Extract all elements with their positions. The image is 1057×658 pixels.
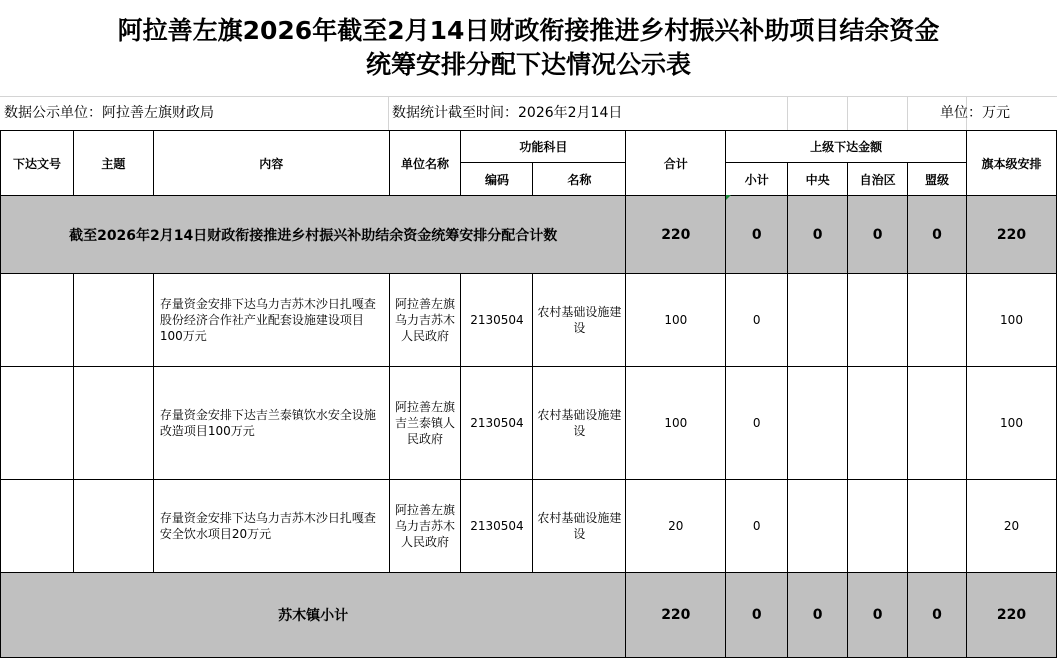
summary-region: 0 bbox=[848, 196, 908, 274]
summary-total: 220 bbox=[626, 196, 726, 274]
publisher-label: 数据公示单位：阿拉善左旗财政局 bbox=[4, 105, 214, 121]
cell-code: 2130504 bbox=[461, 274, 533, 367]
col-header-doc-no: 下达文号 bbox=[1, 131, 74, 196]
col-header-banner: 旗本级安排 bbox=[967, 131, 1057, 196]
cell-name: 农村基础设施建设 bbox=[533, 480, 626, 573]
cell-central bbox=[788, 480, 848, 573]
summary-row bbox=[1, 196, 1057, 274]
cell-content: 存量资金安排下达乌力吉苏木沙日扎嘎查安全饮水项目20万元 bbox=[153, 480, 389, 573]
subtotal-row bbox=[1, 573, 1057, 658]
cell-unit-name: 阿拉善左旗乌力吉苏木人民政府 bbox=[389, 480, 461, 573]
cell-doc-no bbox=[1, 274, 74, 367]
cell-subject bbox=[73, 274, 153, 367]
col-header-name: 名称 bbox=[533, 163, 626, 196]
col-header-league: 盟级 bbox=[908, 163, 967, 196]
cell-code: 2130504 bbox=[461, 367, 533, 480]
cell-banner: 20 bbox=[967, 480, 1057, 573]
col-header-upper: 上级下达金额 bbox=[726, 131, 967, 163]
subtotal-label: 苏木镇小计 bbox=[1, 573, 626, 658]
subtotal-central: 0 bbox=[788, 573, 848, 658]
table-row bbox=[1, 274, 1057, 367]
table-row bbox=[1, 480, 1057, 573]
unit-label: 单位：万元 bbox=[940, 105, 1010, 121]
cell-region bbox=[848, 367, 908, 480]
cell-subtotal: 0 bbox=[726, 367, 788, 480]
col-header-subject: 主题 bbox=[73, 131, 153, 196]
cell-region bbox=[848, 480, 908, 573]
cell-central bbox=[788, 367, 848, 480]
subtotal-subtotal: 0 bbox=[726, 573, 788, 658]
summary-central: 0 bbox=[788, 196, 848, 274]
summary-league: 0 bbox=[908, 196, 967, 274]
cell-region bbox=[848, 274, 908, 367]
cell-name: 农村基础设施建设 bbox=[533, 274, 626, 367]
table-title bbox=[0, 0, 1057, 96]
col-header-func-subject: 功能科目 bbox=[461, 131, 626, 163]
title-line-2: 统筹安排分配下达情况公示表 bbox=[365, 50, 691, 79]
subtotal-league: 0 bbox=[908, 573, 967, 658]
cell-doc-no bbox=[1, 367, 74, 480]
col-header-total: 合计 bbox=[626, 131, 726, 196]
col-header-central: 中央 bbox=[788, 163, 848, 196]
cell-banner: 100 bbox=[967, 274, 1057, 367]
col-header-content: 内容 bbox=[153, 131, 389, 196]
gridline bbox=[388, 97, 389, 130]
col-header-code: 编码 bbox=[461, 163, 533, 196]
cell-subject bbox=[73, 480, 153, 573]
cell-league bbox=[908, 274, 967, 367]
stat-time-label: 数据统计截至时间：2026年2月14日 bbox=[392, 105, 623, 121]
summary-label: 截至2026年2月14日财政衔接推进乡村振兴补助结余资金统筹安排分配合计数 bbox=[1, 196, 626, 274]
subtotal-total: 220 bbox=[626, 573, 726, 658]
cell-subtotal: 0 bbox=[726, 480, 788, 573]
col-header-unit-name: 单位名称 bbox=[389, 131, 461, 196]
col-header-subtotal: 小计 bbox=[726, 163, 788, 196]
cell-content: 存量资金安排下达乌力吉苏木沙日扎嘎查股份经济合作社产业配套设施建设项目100万元 bbox=[153, 274, 389, 367]
table-row bbox=[1, 367, 1057, 480]
cell-banner: 100 bbox=[967, 367, 1057, 480]
cell-subtotal: 0 bbox=[726, 274, 788, 367]
cell-unit-name: 阿拉善左旗乌力吉苏木人民政府 bbox=[389, 274, 461, 367]
gridline bbox=[787, 97, 788, 130]
cell-central bbox=[788, 274, 848, 367]
cell-total: 100 bbox=[626, 274, 726, 367]
header-row bbox=[1, 131, 1057, 163]
gridline bbox=[847, 97, 848, 130]
cell-content: 存量资金安排下达吉兰泰镇饮水安全设施改造项目100万元 bbox=[153, 367, 389, 480]
cell-total: 100 bbox=[626, 367, 726, 480]
cell-subject bbox=[73, 367, 153, 480]
gridline bbox=[907, 97, 908, 130]
cell-league bbox=[908, 367, 967, 480]
cell-total: 20 bbox=[626, 480, 726, 573]
summary-subtotal: 0 bbox=[726, 196, 788, 274]
title-line-1: 阿拉善左旗2026年截至2月14日财政衔接推进乡村振兴补助项目结余资金 bbox=[117, 16, 940, 45]
cell-doc-no bbox=[1, 480, 74, 573]
subtotal-banner: 220 bbox=[967, 573, 1057, 658]
cell-unit-name: 阿拉善左旗吉兰泰镇人民政府 bbox=[389, 367, 461, 480]
cell-league bbox=[908, 480, 967, 573]
cell-code: 2130504 bbox=[461, 480, 533, 573]
allocation-table bbox=[0, 130, 1057, 658]
col-header-region: 自治区 bbox=[848, 163, 908, 196]
cell-name: 农村基础设施建设 bbox=[533, 367, 626, 480]
cell-comment-marker bbox=[726, 195, 731, 200]
subtotal-region: 0 bbox=[848, 573, 908, 658]
summary-banner: 220 bbox=[967, 196, 1057, 274]
